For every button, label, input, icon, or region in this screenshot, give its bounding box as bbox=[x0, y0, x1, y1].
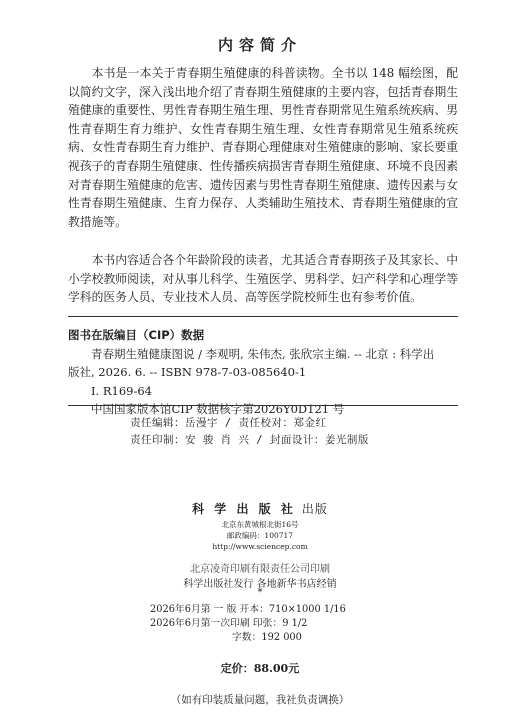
price-line bbox=[0, 660, 520, 676]
summary-paragraph-2: 本书内容适合各个年龄阶段的读者，尤其适合青春期孩子及其家长、中小学校教师阅读，对从事儿科学、生殖医学、男科学、妇产科学和心理学等学科的医务人员、专业技术人员、高等医学院校师生也有参考价值。 bbox=[68, 253, 458, 305]
printer-line: 北京凌奇印刷有限责任公司印刷 bbox=[190, 564, 330, 575]
summary-paragraph-1: 本书是一本关于青春期生殖健康的科普读物。全书以 148 幅绘图，配以简约文字，深入浅出地介绍了青春期生殖健康的主要内容，包括青春期生殖健康的重要性、男性青春期生殖生理、男性青春期常见生殖系统疾病、男性青春期生育力维护、女性青春期生殖生理、女性青春期常见生殖系统疾病、女性青春期生育力维护、青春期心理健康对生殖健康的影响、家长要重视孩子的青春期生殖健康、性传播疾病损害青春期生殖健康、环境不良因素对青春期生殖健康的危害、遗传因素与男性青春期生殖健康、遗传因素与女性青春期生殖健康、生育力保存、人类辅助生殖技术、青春期生殖健康的宣教措施等。 bbox=[68, 66, 458, 229]
credits-line-2: 责任印制：安 骏 肖 兴 / 封面设计：姜光制版 bbox=[130, 434, 369, 446]
cip-record-number: 中国国家版本馆CIP 数据核字第2026Y0D121 号 bbox=[91, 402, 345, 417]
publisher-address: 北京东黄城根北街16号 bbox=[221, 520, 299, 529]
separator-mark: * bbox=[257, 587, 263, 598]
wordcount-line: 字数：192 000 bbox=[232, 632, 302, 643]
cip-line-1: 青春期生殖健康图说 / 李观明, 朱伟杰, 张欣宗主编. -- 北京 : 科学出 bbox=[91, 346, 435, 361]
quality-notice: （如有印装质量问题，我社负责调换） bbox=[170, 694, 350, 706]
price-label: 定价： bbox=[220, 662, 254, 675]
cip-classification: Ⅰ. R169-64 bbox=[91, 383, 152, 398]
edition-line: 2026年6月第 一 版 开本：710×1000 1/16 bbox=[150, 604, 346, 615]
middle-divider bbox=[68, 405, 458, 406]
top-divider bbox=[68, 316, 458, 317]
cip-heading: 图书在版编目（CIP）数据 bbox=[68, 328, 205, 342]
publisher-postcode: 邮政编码：100717 bbox=[226, 531, 294, 540]
printing-line: 2026年6月第一次印刷 印张：9 1/2 bbox=[150, 618, 308, 629]
cip-line-2: 版社, 2026. 6. -- ISBN 978-7-03-085640-1 bbox=[68, 365, 307, 380]
publisher-website: http://www.sciencep.com bbox=[212, 542, 308, 551]
credits-line-1: 责任编辑：岳漫宇 / 责任校对：郑金红 bbox=[130, 417, 327, 429]
publisher-name bbox=[0, 500, 520, 517]
publisher-suffix: 出版 bbox=[301, 502, 328, 516]
summary-title: 内容简介 bbox=[217, 36, 302, 54]
credits-block bbox=[130, 415, 460, 449]
price-value: 88.00元 bbox=[253, 662, 300, 675]
distribution-line: 科学出版社发行 各地新华书店经销 bbox=[183, 579, 337, 590]
publisher-logo-text: 科 学 出 版 社 bbox=[192, 502, 296, 516]
